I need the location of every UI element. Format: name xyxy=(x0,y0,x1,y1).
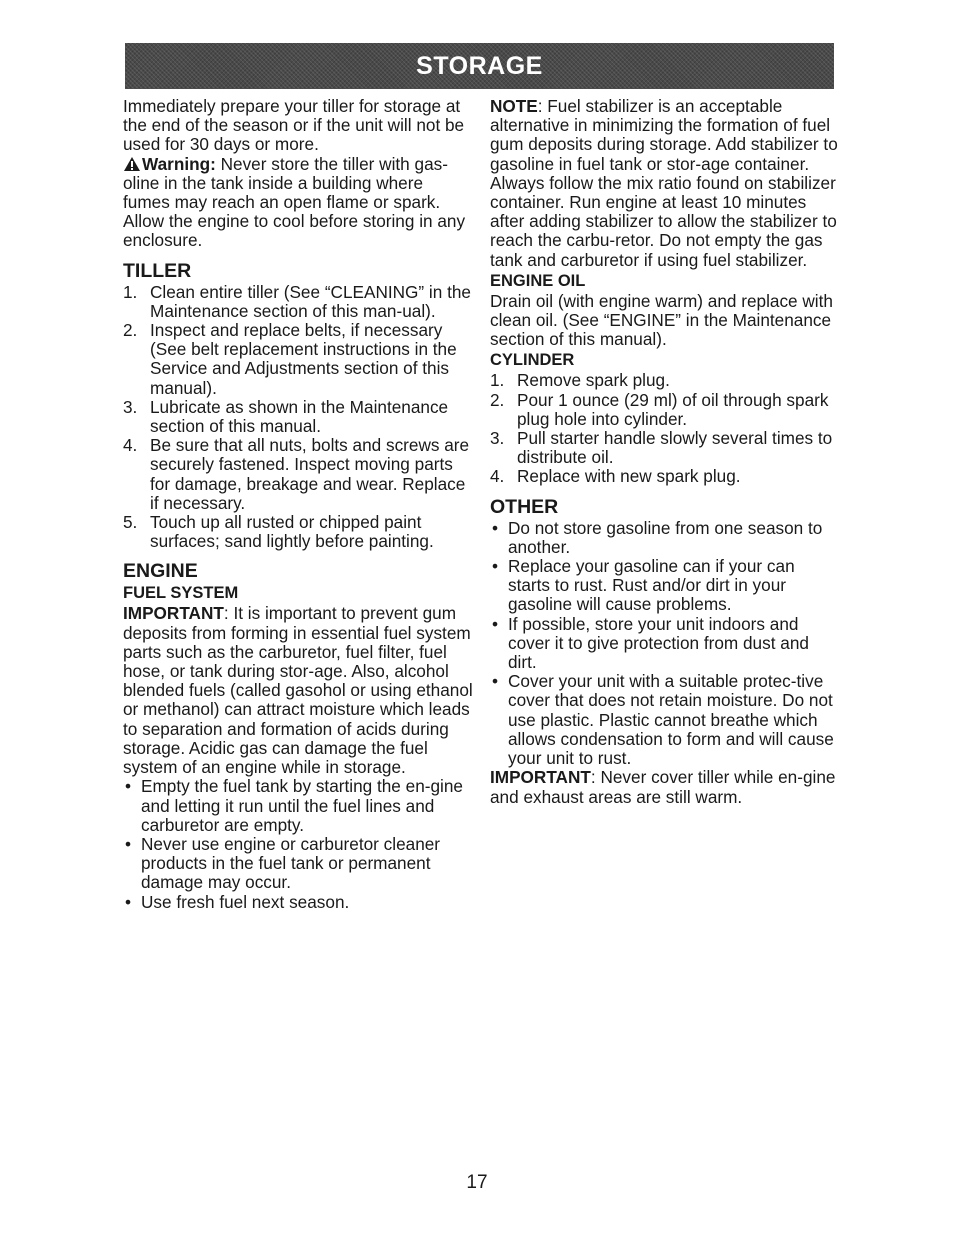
important-label: IMPORTANT xyxy=(123,603,224,624)
list-item: 5. Touch up all rusted or chipped paint surfaces; sand lightly before painting. xyxy=(123,512,434,552)
note-label: NOTE xyxy=(490,96,538,116)
list-item: 3. Pull starter handle slowly several times to distribute oil. xyxy=(490,428,833,468)
list-item: • Cover your unit with a suitable protec-tive cover that does not retain moisture. Do not use plastic. Plastic cannot breathe which allows condensation to form and will cause your unit to rust. xyxy=(492,671,834,769)
cylinder-heading: CYLINDER xyxy=(490,351,575,370)
list-item: 4. Be sure that all nuts, bolts and screws are securely fastened. Inspect moving parts for damage, breakage and wear. Replace if necessary. xyxy=(123,435,470,513)
warning-label: Warning: xyxy=(142,153,216,174)
list-item: 2. Pour 1 ounce (29 ml) of oil through spark plug hole into cylinder. xyxy=(490,389,829,429)
page-title: STORAGE xyxy=(416,51,543,80)
tiller-heading: TILLER xyxy=(123,259,192,282)
engine-heading: ENGINE xyxy=(123,560,198,583)
tiller-list xyxy=(123,283,473,552)
list-item: • Empty the fuel tank by starting the en-gine and letting it run until the fuel lines and carburetor are empty. xyxy=(125,776,463,835)
list-item: • Do not store gasoline from one season to another. xyxy=(492,517,823,557)
page-number: 17 xyxy=(466,1172,488,1193)
other-bullet-list xyxy=(490,519,840,769)
list-item: 4. Replace with new spark plug. xyxy=(490,466,741,487)
other-heading: OTHER xyxy=(490,495,559,518)
warning-paragraph xyxy=(123,155,473,251)
bullet-icon: • xyxy=(492,556,499,577)
list-item: 1. Clean entire tiller (See “CLEANING” in the Maintenance section of this man-ual). xyxy=(123,281,471,321)
bullet-icon: • xyxy=(125,776,132,797)
list-item: • Never use engine or carburetor cleaner products in the fuel tank or permanent damage may occur. xyxy=(125,833,441,893)
important-text: : Never cover tiller while en-gine and exhaust areas are still warm. xyxy=(490,767,836,807)
important-paragraph xyxy=(123,604,473,777)
fuel-bullet-list xyxy=(123,777,473,911)
bullet-icon: • xyxy=(492,613,499,634)
left-column xyxy=(123,97,473,912)
list-item: 3. Lubricate as shown in the Maintenance section of this manual. xyxy=(123,396,449,437)
warning-text: Never store the tiller with gas-oline in the tank inside a building where fumes may reach an open flame or spark. Allow the engine to cool before storing in any enclosure. xyxy=(123,153,466,251)
bullet-icon: • xyxy=(492,671,499,692)
important-paragraph xyxy=(490,768,840,806)
section-banner xyxy=(125,43,834,89)
engine-oil-paragraph: Drain oil (with engine warm) and replace with clean oil. (See “ENGINE” in the Maintenance section of this manual). xyxy=(490,290,833,350)
list-item: 1. Remove spark plug. xyxy=(490,370,670,391)
warning-triangle-icon xyxy=(123,156,141,172)
right-column xyxy=(490,97,840,807)
list-item: • If possible, store your unit indoors and cover it to give protection from dust and dirt. xyxy=(492,613,809,673)
important-label: IMPORTANT xyxy=(490,767,591,788)
cylinder-list xyxy=(490,371,840,486)
list-item: • Replace your gasoline can if your can starts to rust. Rust and/or dirt in your gasoline will cause problems. xyxy=(492,556,795,615)
bullet-icon: • xyxy=(125,891,132,912)
note-paragraph xyxy=(490,97,840,270)
intro-paragraph: Immediately prepare your tiller for storage at the end of the season or if the unit will not be used for 30 days or more. xyxy=(123,96,465,155)
bullet-icon: • xyxy=(492,517,499,538)
important-text: : It is important to prevent gum deposits from forming in essential fuel system parts such as the carburetor, fuel filter, fuel hose, or tank during stor-age. Also, alcohol blended fuels (called gasohol or using ethanol or methanol) can attract moisture which leads to separation and formation of acids during storage. Acidic gas can damage the fuel system of an engine while in storage. xyxy=(123,603,473,778)
fuel-system-heading: FUEL SYSTEM xyxy=(123,584,239,603)
engine-oil-heading: ENGINE OIL xyxy=(490,271,586,290)
list-item: 2. Inspect and replace belts, if necessary (See belt replacement instructions in the Service and Adjustments section of this manual). xyxy=(123,320,457,398)
note-text: : Fuel stabilizer is an acceptable alternative in minimizing the formation of fuel gum deposits during storage. Add stabilizer to gasoline in fuel tank or stor-age container. Always follow the mix ratio found on stabilizer container. Run engine at least 10 minutes after adding stabilizer to allow the stabilizer to reach the carbu-retor. Do not empty the gas tank and carburetor if using fuel stabilizer. xyxy=(490,96,838,270)
bullet-icon: • xyxy=(125,833,132,854)
list-item: • Use fresh fuel next season. xyxy=(125,891,350,912)
